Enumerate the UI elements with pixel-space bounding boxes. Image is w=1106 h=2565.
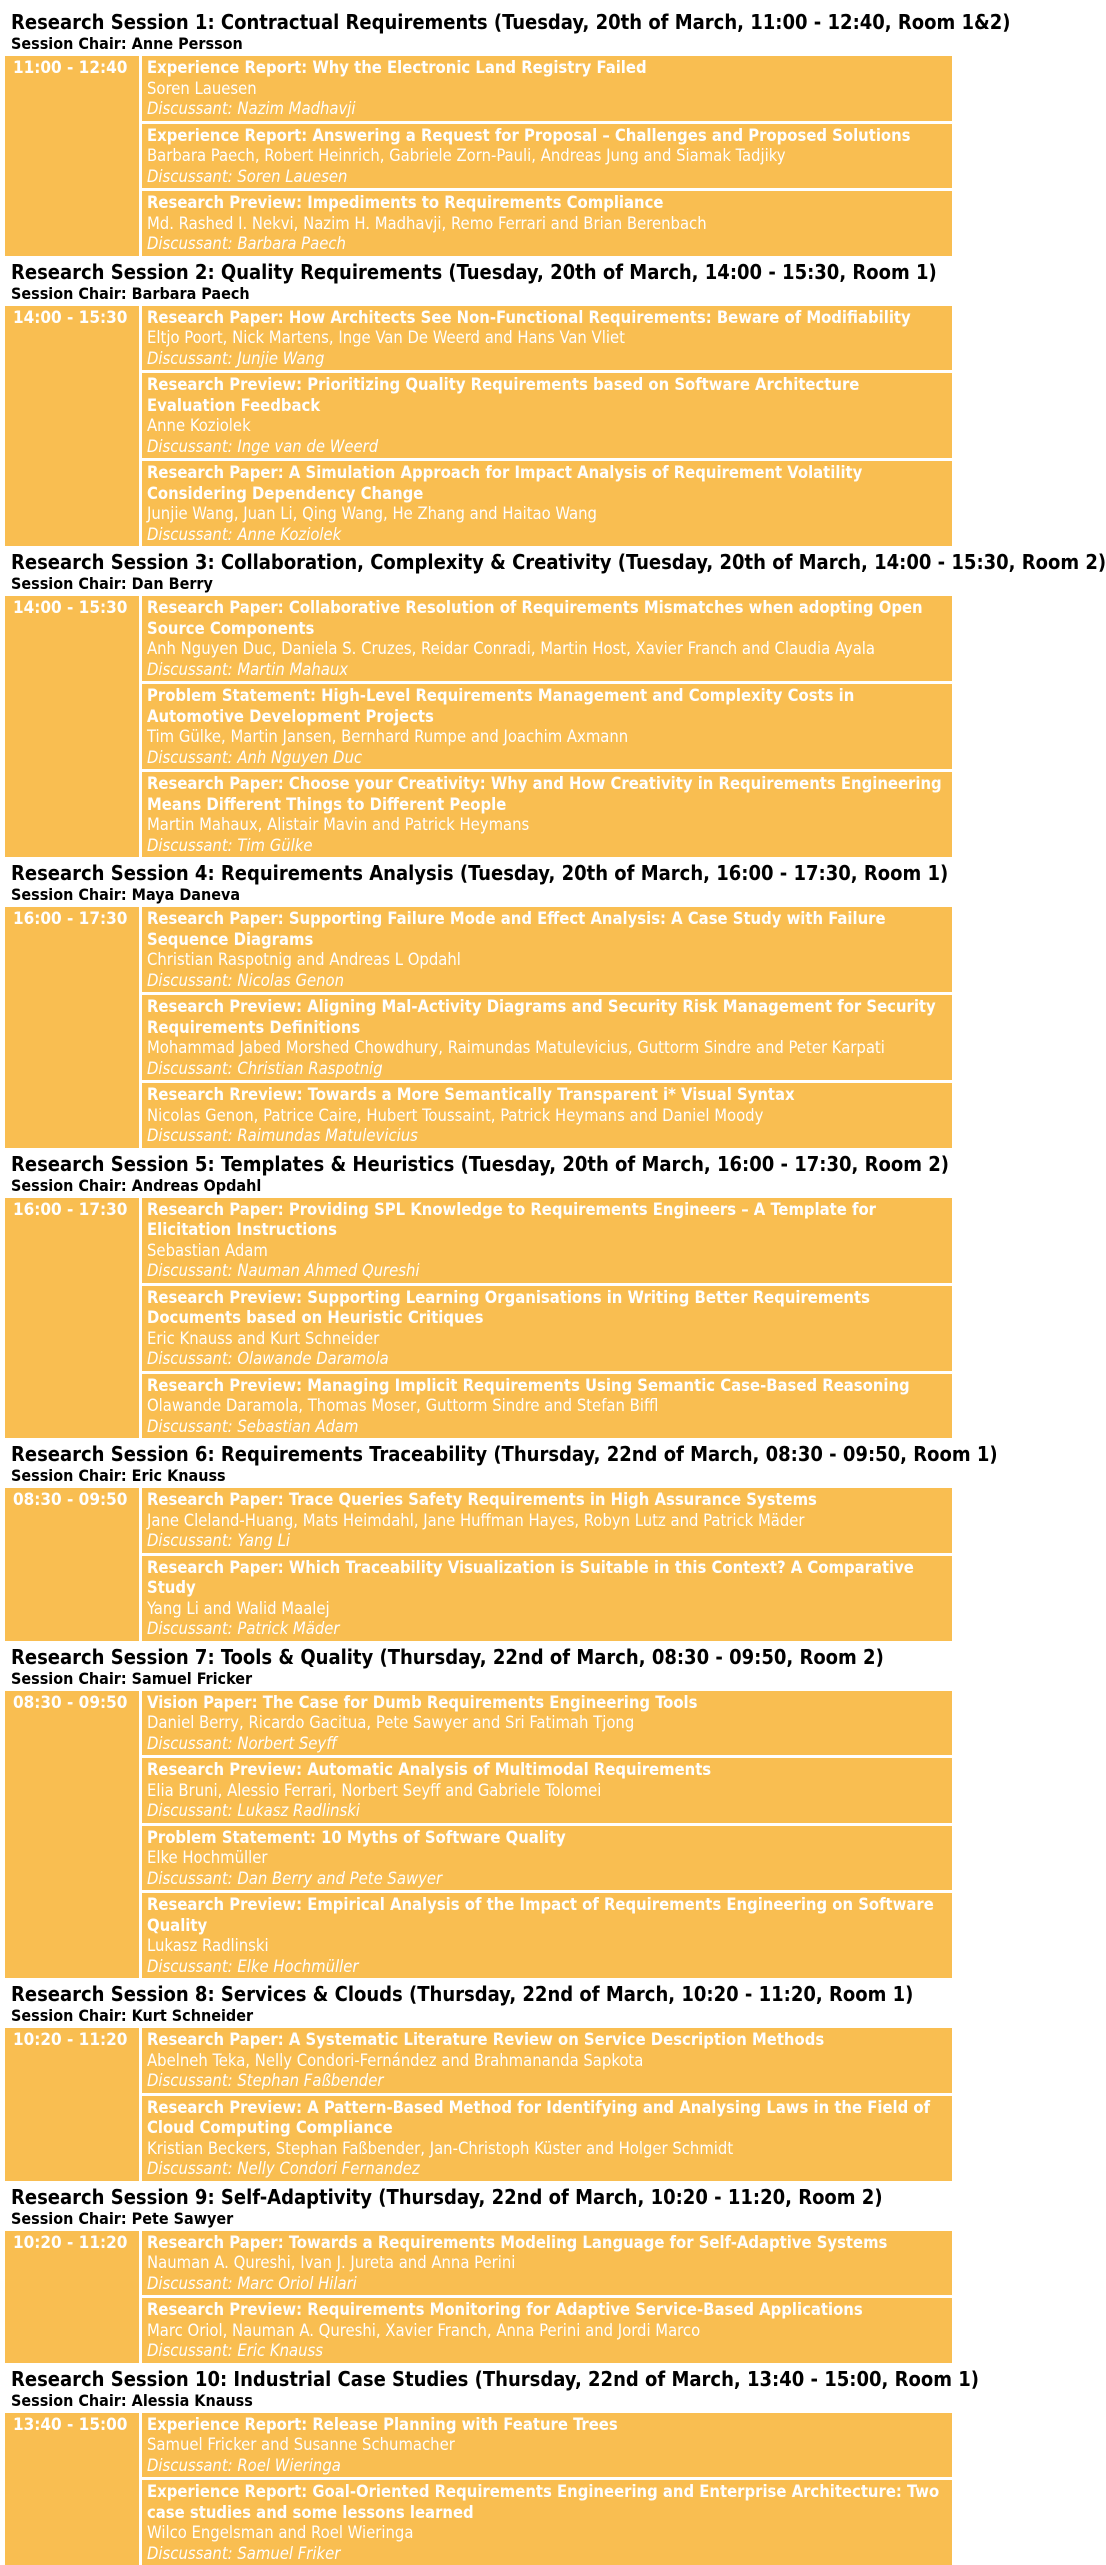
session-block [5,2367,952,2565]
session-time: 16:00 - 17:30 [5,907,139,1148]
talk-discussant: Discussant: Samuel Friker [147,2544,947,2565]
talk-list [142,1691,952,1979]
session-block [5,861,952,1148]
talk-discussant: Discussant: Dan Berry and Pete Sawyer [147,1869,947,1890]
talk-item [142,2028,952,2093]
talk-title: Research Preview: Impediments to Requirements Compliance [147,193,947,214]
session-chair: Session Chair: Pete Sawyer [11,2209,952,2229]
talk-discussant: Discussant: Lukasz Radlinski [147,1801,947,1822]
talk-title: Research Paper: Which Traceability Visualization is Suitable in this Context? A Comparative Study [147,1558,947,1599]
talk-authors: Lukasz Radlinski [147,1936,947,1957]
session-body [5,1691,952,1979]
talk-discussant: Discussant: Junjie Wang [147,349,947,370]
talk-item [142,772,952,857]
session-title: Research Session 3: Collaboration, Complexity & Creativity (Tuesday, 20th of March, 14:00 - 15:30, Room 2) [11,550,952,574]
talk-item [142,684,952,769]
session-block [5,1645,952,1979]
talk-list [142,596,952,857]
talk-title: Research Paper: Supporting Failure Mode and Effect Analysis: A Case Study with Failure Sequence Diagrams [147,909,947,950]
talk-authors: Wilco Engelsman and Roel Wieringa [147,2523,947,2544]
talk-discussant: Discussant: Roel Wieringa [147,2456,947,2477]
session-chair: Session Chair: Eric Knauss [11,1466,952,1486]
talk-discussant: Discussant: Marc Oriol Hilari [147,2274,947,2295]
talk-item [142,2096,952,2181]
talk-discussant: Discussant: Anne Koziolek [147,525,947,546]
talk-title: Vision Paper: The Case for Dumb Requirements Engineering Tools [147,1693,947,1714]
talk-title: Research Preview: Requirements Monitoring for Adaptive Service-Based Applications [147,2300,947,2321]
talk-list [142,2231,952,2363]
talk-discussant: Discussant: Tim Gülke [147,836,947,857]
talk-discussant: Discussant: Anh Nguyen Duc [147,748,947,769]
session-body [5,907,952,1148]
talk-item [142,1083,952,1148]
talk-item [142,1488,952,1553]
talk-authors: Eric Knauss and Kurt Schneider [147,1329,947,1350]
session-title: Research Session 9: Self-Adaptivity (Thursday, 22nd of March, 10:20 - 11:20, Room 2) [11,2185,952,2209]
session-time: 10:20 - 11:20 [5,2231,139,2363]
talk-authors: Eltjo Poort, Nick Martens, Inge Van De Weerd and Hans Van Vliet [147,328,947,349]
session-time: 13:40 - 15:00 [5,2413,139,2565]
session-time: 14:00 - 15:30 [5,596,139,857]
talk-item [142,1826,952,1891]
talk-discussant: Discussant: Olawande Daramola [147,1349,947,1370]
talk-item [142,191,952,256]
talk-discussant: Discussant: Elke Hochmüller [147,1957,947,1978]
talk-authors: Abelneh Teka, Nelly Condori-Fernández and Brahmananda Sapkota [147,2051,947,2072]
session-body [5,2028,952,2181]
talk-item [142,2480,952,2565]
session-time: 16:00 - 17:30 [5,1198,139,1439]
session-time: 11:00 - 12:40 [5,56,139,256]
session-body [5,2231,952,2363]
talk-discussant: Discussant: Eric Knauss [147,2341,947,2362]
talk-title: Research Paper: A Systematic Literature Review on Service Description Methods [147,2030,947,2051]
talk-authors: Elia Bruni, Alessio Ferrari, Norbert Seyff and Gabriele Tolomei [147,1781,947,1802]
session-title: Research Session 4: Requirements Analysis (Tuesday, 20th of March, 16:00 - 17:30, Room 1) [11,861,952,885]
talk-title: Research Preview: A Pattern-Based Method for Identifying and Analysing Laws in the Field of Cloud Computing Compliance [147,2098,947,2139]
session-chair: Session Chair: Dan Berry [11,574,952,594]
talk-item [142,2231,952,2296]
session-time: 10:20 - 11:20 [5,2028,139,2181]
talk-title: Experience Report: Release Planning with Feature Trees [147,2415,947,2436]
talk-discussant: Discussant: Stephan Faßbender [147,2071,947,2092]
session-title: Research Session 10: Industrial Case Studies (Thursday, 22nd of March, 13:40 - 15:00, Room 1) [11,2367,952,2391]
talk-authors: Jane Cleland-Huang, Mats Heimdahl, Jane Huffman Hayes, Robyn Lutz and Patrick Mäder [147,1511,947,1532]
talk-list [142,306,952,547]
talk-title: Research Paper: How Architects See Non-Functional Requirements: Beware of Modifiability [147,308,947,329]
talk-authors: Kristian Beckers, Stephan Faßbender, Jan-Christoph Küster and Holger Schmidt [147,2139,947,2160]
talk-item [142,2413,952,2478]
talk-list [142,2028,952,2181]
session-title: Research Session 2: Quality Requirements (Tuesday, 20th of March, 14:00 - 15:30, Room 1) [11,260,952,284]
session-body [5,1488,952,1641]
talk-title: Research Preview: Automatic Analysis of Multimodal Requirements [147,1760,947,1781]
talk-discussant: Discussant: Norbert Seyff [147,1734,947,1755]
session-block [5,260,952,547]
session-block [5,550,952,857]
talk-title: Research Preview: Supporting Learning Organisations in Writing Better Requirements Documents based on Heuristic Critiques [147,1288,947,1329]
talk-discussant: Discussant: Yang Li [147,1531,947,1552]
session-block [5,1152,952,1439]
talk-authors: Christian Raspotnig and Andreas L Opdahl [147,950,947,971]
talk-item [142,373,952,458]
talk-title: Research Paper: Choose your Creativity: Why and How Creativity in Requirements Engineering Means Different Things to Different People [147,774,947,815]
talk-discussant: Discussant: Sebastian Adam [147,1417,947,1438]
talk-authors: Md. Rashed I. Nekvi, Nazim H. Madhavji, Remo Ferrari and Brian Berenbach [147,214,947,235]
talk-discussant: Discussant: Barbara Paech [147,234,947,255]
talk-item [142,2298,952,2363]
talk-list [142,907,952,1148]
session-time: 14:00 - 15:30 [5,306,139,547]
talk-title: Experience Report: Goal-Oriented Requirements Engineering and Enterprise Architecture: Two case studies and some lessons learned [147,2482,947,2523]
talk-discussant: Discussant: Soren Lauesen [147,167,947,188]
session-title: Research Session 7: Tools & Quality (Thursday, 22nd of March, 08:30 - 09:50, Room 2) [11,1645,952,1669]
session-chair: Session Chair: Barbara Paech [11,284,952,304]
talk-title: Research Preview: Managing Implicit Requirements Using Semantic Case-Based Reasoning [147,1376,947,1397]
talk-authors: Yang Li and Walid Maalej [147,1599,947,1620]
talk-authors: Tim Gülke, Martin Jansen, Bernhard Rumpe and Joachim Axmann [147,727,947,748]
session-block [5,1442,952,1641]
session-body [5,306,952,547]
session-block [5,1982,952,2181]
talk-discussant: Discussant: Patrick Mäder [147,1619,947,1640]
talk-discussant: Discussant: Nelly Condori Fernandez [147,2159,947,2180]
talk-title: Research Preview: Aligning Mal-Activity Diagrams and Security Risk Management for Security Requirements Definitions [147,997,947,1038]
talk-item [142,1893,952,1978]
session-title: Research Session 5: Templates & Heuristics (Tuesday, 20th of March, 16:00 - 17:30, Room 2) [11,1152,952,1176]
session-body [5,1198,952,1439]
talk-list [142,1488,952,1641]
session-chair: Session Chair: Samuel Fricker [11,1669,952,1689]
talk-discussant: Discussant: Martin Mahaux [147,660,947,681]
talk-authors: Soren Lauesen [147,79,947,100]
talk-title: Experience Report: Why the Electronic Land Registry Failed [147,58,947,79]
talk-item [142,1691,952,1756]
session-chair: Session Chair: Alessia Knauss [11,2391,952,2411]
talk-title: Research Paper: Towards a Requirements Modeling Language for Self-Adaptive Systems [147,2233,947,2254]
talk-title: Research Paper: Trace Queries Safety Requirements in High Assurance Systems [147,1490,947,1511]
talk-title: Research Preview: Prioritizing Quality Requirements based on Software Architecture Evaluation Feedback [147,375,947,416]
session-title: Research Session 1: Contractual Requirements (Tuesday, 20th of March, 11:00 - 12:40, Room 1&2) [11,10,952,34]
talk-title: Experience Report: Answering a Request for Proposal – Challenges and Proposed Solutions [147,126,947,147]
talk-discussant: Discussant: Inge van de Weerd [147,437,947,458]
session-title: Research Session 6: Requirements Traceability (Thursday, 22nd of March, 08:30 - 09:50, Room 1) [11,1442,952,1466]
talk-item [142,1556,952,1641]
talk-discussant: Discussant: Nazim Madhavji [147,99,947,120]
talk-authors: Nauman A. Qureshi, Ivan J. Jureta and Anna Perini [147,2253,947,2274]
session-block [5,10,952,256]
talk-authors: Samuel Fricker and Susanne Schumacher [147,2435,947,2456]
talk-item [142,461,952,546]
talk-authors: Marc Oriol, Nauman A. Qureshi, Xavier Franch, Anna Perini and Jordi Marco [147,2321,947,2342]
talk-list [142,2413,952,2565]
talk-title: Research Rreview: Towards a More Semantically Transparent i* Visual Syntax [147,1085,947,1106]
talk-item [142,124,952,189]
talk-authors: Anne Koziolek [147,416,947,437]
talk-authors: Anh Nguyen Duc, Daniela S. Cruzes, Reidar Conradi, Martin Host, Xavier Franch and Claudia Ayala [147,639,947,660]
talk-authors: Elke Hochmüller [147,1848,947,1869]
talk-item [142,907,952,992]
talk-item [142,1198,952,1283]
talk-title: Research Preview: Empirical Analysis of the Impact of Requirements Engineering on Software Quality [147,1895,947,1936]
session-title: Research Session 8: Services & Clouds (Thursday, 22nd of March, 10:20 - 11:20, Room 1) [11,1982,952,2006]
talk-authors: Daniel Berry, Ricardo Gacitua, Pete Sawyer and Sri Fatimah Tjong [147,1713,947,1734]
session-chair: Session Chair: Anne Persson [11,34,952,54]
session-chair: Session Chair: Maya Daneva [11,885,952,905]
session-body [5,56,952,256]
talk-list [142,1198,952,1439]
session-time: 08:30 - 09:50 [5,1488,139,1641]
talk-authors: Mohammad Jabed Morshed Chowdhury, Raimundas Matulevicius, Guttorm Sindre and Peter Karpati [147,1038,947,1059]
talk-item [142,1286,952,1371]
talk-title: Research Paper: Providing SPL Knowledge to Requirements Engineers – A Template for Elicitation Instructions [147,1200,947,1241]
talk-title: Research Paper: Collaborative Resolution of Requirements Mismatches when adopting Open Source Components [147,598,947,639]
talk-title: Problem Statement: High-Level Requirements Management and Complexity Costs in Automotive Development Projects [147,686,947,727]
session-block [5,2185,952,2363]
talk-discussant: Discussant: Raimundas Matulevicius [147,1126,947,1147]
talk-authors: Martin Mahaux, Alistair Mavin and Patrick Heymans [147,815,947,836]
talk-item [142,1374,952,1439]
talk-item [142,995,952,1080]
talk-authors: Barbara Paech, Robert Heinrich, Gabriele Zorn-Pauli, Andreas Jung and Siamak Tadjiky [147,146,947,167]
session-body [5,596,952,857]
talk-item [142,56,952,121]
talk-discussant: Discussant: Nauman Ahmed Qureshi [147,1261,947,1282]
talk-discussant: Discussant: Christian Raspotnig [147,1059,947,1080]
talk-authors: Junjie Wang, Juan Li, Qing Wang, He Zhang and Haitao Wang [147,504,947,525]
talk-item [142,306,952,371]
talk-list [142,56,952,256]
talk-title: Problem Statement: 10 Myths of Software Quality [147,1828,947,1849]
talk-discussant: Discussant: Nicolas Genon [147,971,947,992]
session-chair: Session Chair: Kurt Schneider [11,2006,952,2026]
talk-authors: Olawande Daramola, Thomas Moser, Guttorm Sindre and Stefan Biffl [147,1396,947,1417]
session-time: 08:30 - 09:50 [5,1691,139,1979]
talk-authors: Nicolas Genon, Patrice Caire, Hubert Toussaint, Patrick Heymans and Daniel Moody [147,1106,947,1127]
talk-title: Research Paper: A Simulation Approach for Impact Analysis of Requirement Volatility Considering Dependency Change [147,463,947,504]
session-body [5,2413,952,2565]
talk-item [142,596,952,681]
talk-item [142,1758,952,1823]
session-chair: Session Chair: Andreas Opdahl [11,1176,952,1196]
talk-authors: Sebastian Adam [147,1241,947,1262]
